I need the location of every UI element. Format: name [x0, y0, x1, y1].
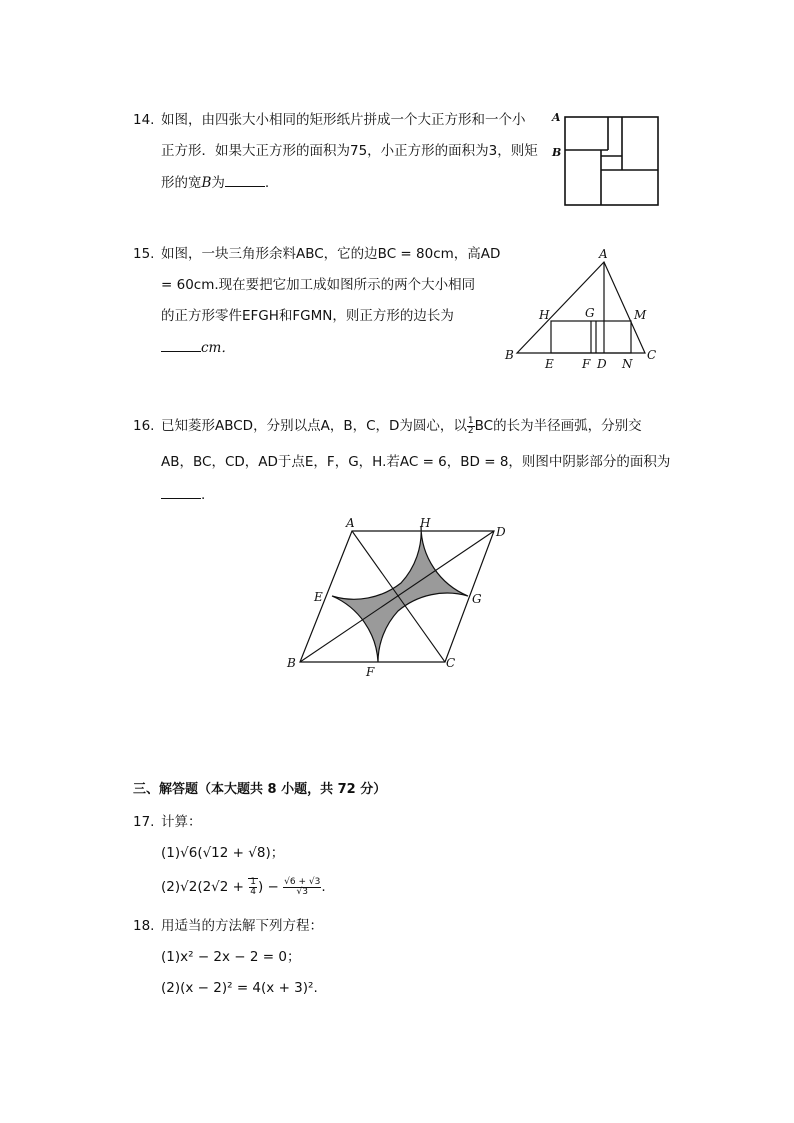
- q16-label-B: B: [287, 656, 296, 670]
- q16-label-H: H: [420, 516, 431, 530]
- q15-label-F: F: [582, 357, 591, 371]
- q15-line3: 的正方形零件EFGH和FGMN，则正方形的边长为: [161, 308, 454, 324]
- q17-part1: (1)√6(√12 + √8)；: [161, 845, 285, 861]
- q17-part2-frac2: [283, 878, 321, 897]
- q15-label-C: C: [647, 348, 657, 362]
- q15-label-N: N: [622, 357, 633, 371]
- q15-label-A: A: [599, 247, 608, 261]
- q16-line3: [161, 485, 205, 505]
- q17-part2-end: .: [321, 879, 326, 895]
- q14-line3: [161, 173, 269, 193]
- q18-part2: (2)(x − 2)² = 4(x + 3)².: [161, 980, 318, 996]
- q16-line2: AB，BC，CD，AD于点E，F，G，H.若AC = 6，BD = 8，则图中阴影部分的面积为: [161, 454, 671, 470]
- section-3-title: 三、解答题（本大题共 8 小题，共 72 分）: [133, 782, 387, 797]
- q16-half-fraction: [467, 417, 475, 436]
- q15-label-G: G: [585, 306, 595, 320]
- q16-label-E: E: [314, 590, 323, 604]
- q15-answer-blank: [161, 339, 201, 352]
- q15-line2: = 60cm.现在要把它加工成如图所示的两个大小相同: [161, 277, 476, 293]
- q15-label-H: H: [539, 308, 550, 322]
- q15-label-B: B: [505, 348, 514, 362]
- q14-number: 14.: [133, 112, 155, 128]
- q15-label-M: M: [634, 308, 647, 322]
- q14-label-b: B: [552, 146, 562, 159]
- q18-title: 用适当的方法解下列方程：: [161, 918, 323, 934]
- q15-label-D: D: [597, 357, 607, 371]
- q14-line3a: 形的宽: [161, 175, 202, 191]
- q14-var: B: [201, 175, 212, 191]
- q17-part2: [161, 877, 326, 897]
- q17-frac2-num: √6 + √3: [284, 876, 321, 887]
- q16-line1: [161, 416, 642, 436]
- q16-half-den: 2: [467, 425, 474, 436]
- q17-part2-a: √2(2√2 +: [180, 879, 249, 895]
- q14-line1: 如图，由四张大小相同的矩形纸片拼成一个大正方形和一个小: [161, 112, 526, 128]
- q16-figure: [280, 512, 520, 682]
- q16-half-num: 1: [467, 415, 474, 426]
- q17-title: 计算：: [161, 814, 202, 830]
- q18-number: 18.: [133, 918, 155, 934]
- q16-end: .: [201, 487, 206, 503]
- q15-figure: [500, 244, 665, 374]
- q16-label-A: A: [346, 516, 355, 530]
- q18-part1: (1)x² − 2x − 2 = 0；: [161, 949, 301, 965]
- q17-frac1-den: 4: [250, 886, 256, 897]
- q14-line2: 正方形．如果大正方形的面积为75，小正方形的面积为3，则矩: [161, 143, 538, 159]
- q17-part2-label: (2): [161, 879, 181, 895]
- q16-answer-blank: [161, 486, 201, 499]
- q14-label-a: A: [552, 111, 561, 124]
- q15-line4: [161, 338, 235, 358]
- q15-unit: cm．: [201, 340, 235, 356]
- q15-number: 15.: [133, 246, 155, 262]
- q17-frac1-num: 1: [250, 876, 256, 887]
- q16-label-F: F: [366, 665, 375, 679]
- q14-answer-blank: [225, 174, 265, 187]
- q17-part2-frac1: [249, 878, 257, 897]
- q15-label-E: E: [545, 357, 554, 371]
- q14-end: .: [264, 175, 270, 191]
- q16-number: 16.: [133, 418, 155, 434]
- q15-line1: 如图，一块三角形余料ABC，它的边BC = 80cm，高AD: [161, 246, 501, 262]
- q16-line1a: 已知菱形ABCD，分别以点A，B，C，D为圆心，以: [161, 418, 467, 434]
- q17-part2-b: ) −: [258, 879, 284, 895]
- q16-line1b: BC的长为半径画弧，分别交: [474, 418, 642, 434]
- q17-number: 17.: [133, 814, 155, 830]
- q17-frac2-den: √3: [296, 886, 308, 897]
- q16-label-G: G: [472, 592, 482, 606]
- q16-label-C: C: [446, 656, 456, 670]
- q14-figure: [550, 108, 662, 210]
- q16-label-D: D: [496, 525, 506, 539]
- q14-line3b: 为: [211, 175, 225, 191]
